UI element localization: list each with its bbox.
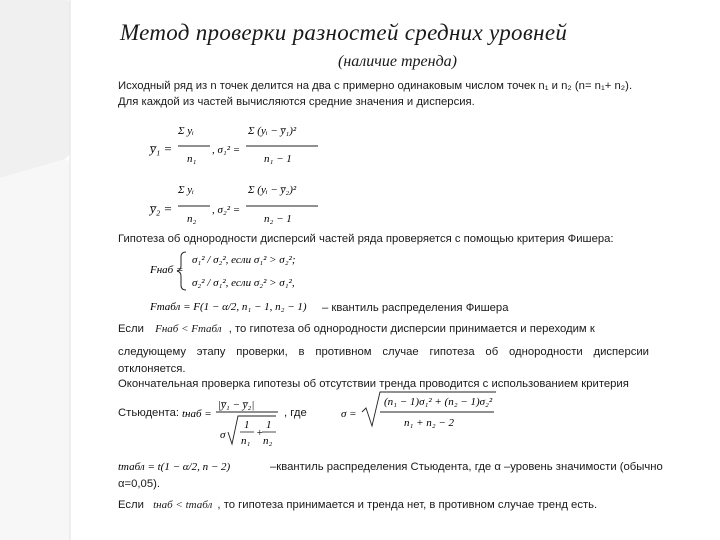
formula-y2-den: n₂: [187, 213, 197, 225]
formula-y1-sum: Σ yᵢ: [178, 125, 194, 137]
formula-t-den-1b: 1: [266, 419, 272, 431]
formula-s2-lhs: , σ₂² =: [212, 204, 241, 216]
formula-s1-den: n₁ − 1: [264, 153, 292, 165]
formula-t-den-1: 1: [244, 419, 250, 431]
paragraph-line: Для каждой из частей вычисляются средние значения и дисперсия.: [118, 96, 475, 108]
formula-sigma-lhs: σ =: [341, 408, 357, 420]
formula-s2-num: Σ (yᵢ − y̅₂)²: [248, 184, 297, 196]
formula-ttabl-text: tтабл = t(1 − α/2, n − 2): [118, 461, 231, 473]
formula-tcond: tнаб < tтабл: [153, 499, 213, 511]
formula-sigma-den: n₁ + n₂ − 2: [404, 417, 454, 429]
text-conclusion: , то гипотеза принимается и тренда нет, в противном случае тренд есть.: [217, 499, 598, 511]
slide-subtitle: (наличие тренда): [338, 53, 457, 70]
formula-t-den-sigma: σ: [220, 429, 226, 441]
formula-case1: σ₁² / σ₂², если σ₁² > σ₂²;: [192, 254, 296, 266]
paragraph-line: Окончательная проверка гипотезы об отсутствии тренда проводится с использованием критерия: [118, 378, 629, 390]
paragraph-line: –квантиль распределения Стьюдента, где α –уровень значимости (обычно: [270, 461, 663, 473]
paragraph-line: [118, 497, 597, 513]
formula-ftabl: Fтабл = F(1 − α/2, n₁ − 1, n₂ − 1): [150, 301, 307, 313]
formula-sigma-num: (n₁ − 1)σ₁² + (n₂ − 1)σ₂²: [384, 396, 493, 408]
formula-s2-den: n₂ − 1: [264, 213, 292, 225]
formula-tnab-lhs: tнаб =: [182, 408, 212, 420]
formula-s1-lhs: , σ₁² =: [212, 144, 241, 156]
formula-fnab: Fнаб =: [150, 264, 184, 276]
paragraph-line: следующему этапу проверки, в противном случае гипотеза об однородности дисперсии: [118, 346, 649, 358]
formula-t-den-n2: n₂: [263, 435, 273, 447]
formula-s1-num: Σ (yᵢ − y̅₁)²: [248, 125, 297, 137]
fisher-description: – квантиль распределения Фишера: [322, 302, 509, 314]
formula-y2-sum: Σ yᵢ: [178, 184, 194, 196]
text-where: , где: [284, 407, 307, 419]
text-hypothesis-accepted: , то гипотеза об однородности дисперсии принимается и переходим к: [228, 323, 595, 335]
formula-t-num: |y̅₁ − y̅₂|: [218, 399, 255, 411]
formula-case2: σ₂² / σ₁², если σ₂² > σ₁²,: [192, 277, 295, 289]
paragraph-line: Исходный ряд из n точек делится на два с примерно одинаковым числом точек n₁ и n₂ (n= n₁+ n₂).: [118, 80, 633, 92]
formula-t-den-n1: n₁: [241, 435, 251, 447]
text-if-final: Если: [118, 499, 144, 511]
slide-title: Метод проверки разностей средних уровней: [120, 20, 568, 45]
formula-fcond: Fнаб < Fтабл: [155, 323, 222, 335]
formula-t-den-plus: +: [256, 427, 264, 439]
formula-y2-lhs: y̅₂ =: [150, 201, 173, 216]
formula-y1-lhs: y̅₁ =: [150, 141, 173, 156]
paragraph-line: Гипотеза об однородности дисперсий частей ряда проверяется с помощью критерия Фишера:: [118, 233, 614, 245]
paragraph-line: α=0,05).: [118, 478, 161, 490]
paragraph-line: отклоняется.: [118, 363, 186, 375]
text-if: Если: [118, 323, 144, 335]
student-label: Стьюдента:: [118, 407, 180, 419]
formula-y1-den: n₁: [187, 153, 197, 165]
